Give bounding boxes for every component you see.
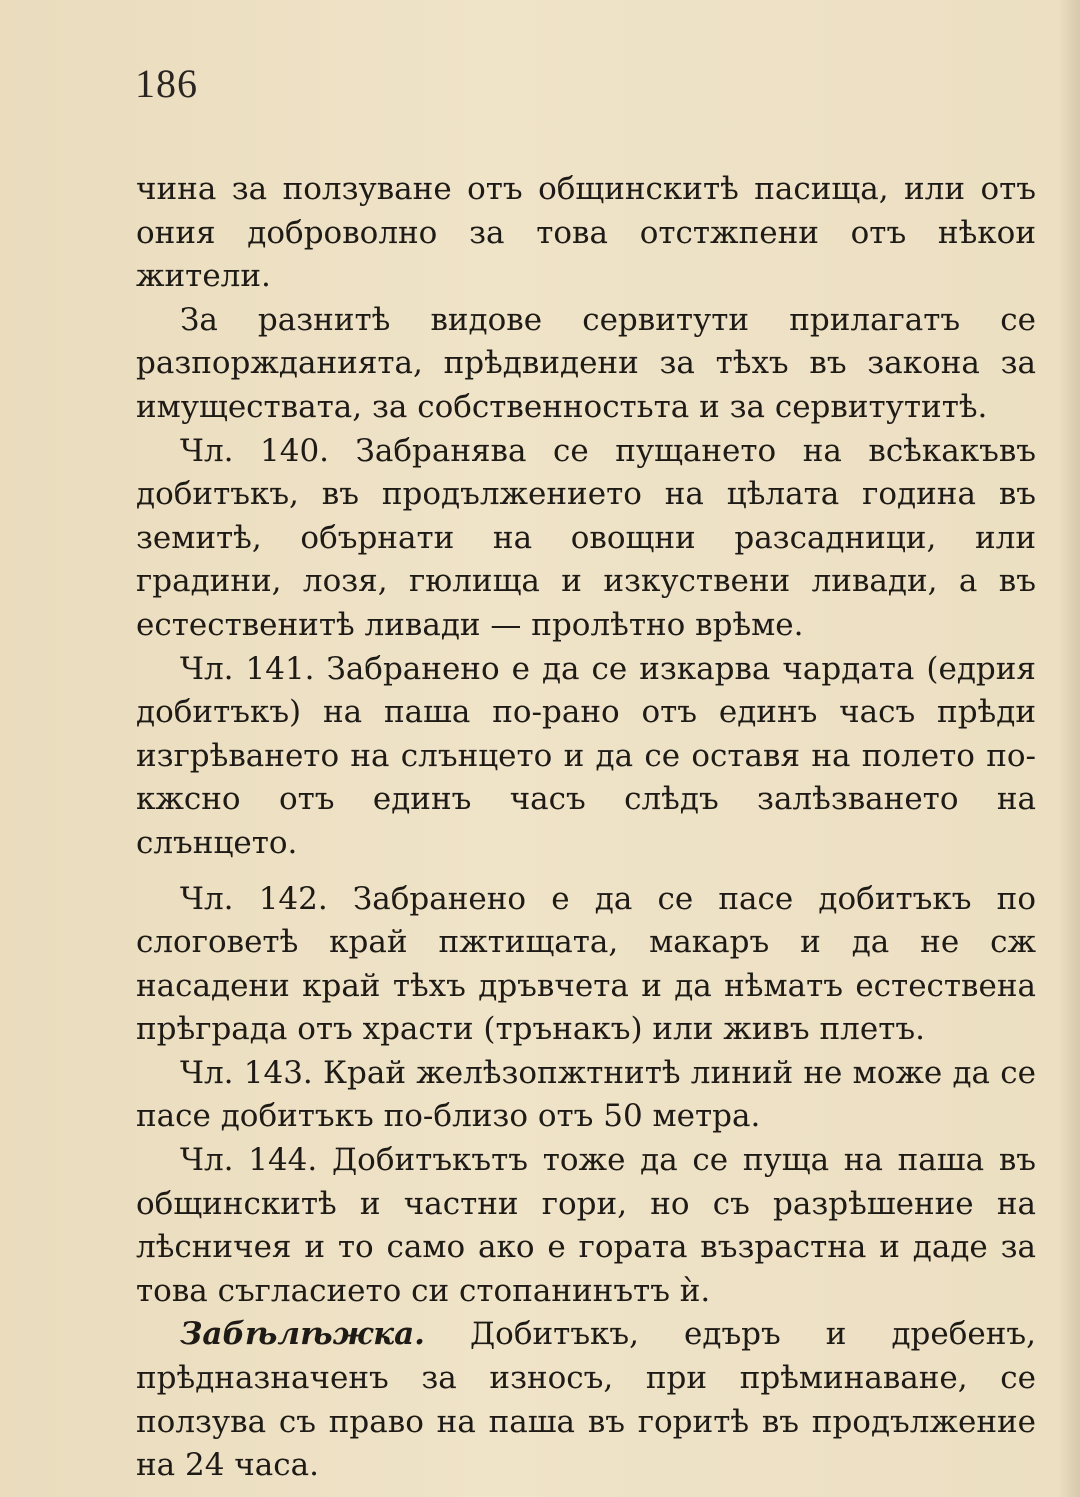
article-143: Чл. 143. Край желѣзопжтнитѣ линий не може да се пасе добитъкъ по-близо отъ 50 метра. [136, 1054, 1036, 1135]
note-paragraph [136, 1313, 1036, 1487]
article-142: Чл. 142. Забранено е да се пасе добитъкъ по слоговетѣ край пжтищата, макаръ и да не сж насадени край тѣхъ дръвчета и да нѣматъ естествена прѣграда отъ храсти (трънакъ) или живъ плетъ. [136, 880, 1036, 1048]
page-number: 186 [135, 61, 198, 106]
article-144: Чл. 144. Добитъкътъ тоже да се пуща на паша въ общинскитѣ и частни гори, но съ разрѣшение на лѣсничея и то само ако е гората възрастна и даде за това съгласието си стопанинътъ ѝ. [136, 1142, 1036, 1309]
note-text: Добитъкъ, едъръ и дребенъ, прѣдназначенъ за износъ, при прѣминаване, се ползува съ право на паша въ горитѣ въ продължение на 24 часа. [136, 1316, 1036, 1484]
article-141: Чл. 141. Забранено е да се изкарва чардата (едрия добитъкъ) на паша по-рано отъ единъ часъ прѣди изгрѣването на слънцето и да се оставя на полето по-кжсно отъ единъ часъ слѣдъ залѣзването на слънцето. [136, 650, 1036, 861]
page-body [136, 168, 1036, 1488]
page-edge-shadow [1058, 0, 1080, 1497]
paragraph-continuation: чина за ползуване отъ общинскитѣ пасища, или отъ ония доброволно за това отстжпени отъ нѣкои жители. [136, 171, 1036, 295]
note-label: Забѣлѣжка. [180, 1316, 425, 1353]
paragraph-servitudes: За разнитѣ видове сервитути прилагатъ се разпоржданията, прѣдвидени за тѣхъ въ закона за имуществата, за собственностьта и за сервитутитѣ. [136, 301, 1036, 425]
article-140: Чл. 140. Забранява се пущането на всѣкакъвъ добитъкъ, въ продължението на цѣлата година въ земитѣ, обърнати на овощни разсадници, или градини, лозя, гюлища и изкуствени ливади, а въ естественитѣ ливади — пролѣтно врѣме. [136, 432, 1036, 643]
